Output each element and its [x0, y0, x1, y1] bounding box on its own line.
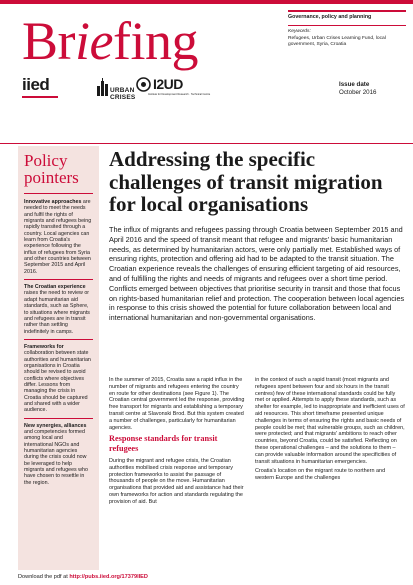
download-footer — [18, 573, 148, 581]
pointer-text: and competencies formed among local and international NGOs and humanitarian agencies during the crisis could now be leveraged to help migrants and refugees who have chosen to resettle in the region. — [24, 429, 88, 486]
publication-meta — [288, 10, 406, 48]
issue-date-label: Issue date — [339, 81, 370, 88]
iied-logo: iied — [22, 75, 50, 94]
body-column-left — [109, 377, 245, 509]
meta-divider — [288, 25, 406, 26]
policy-pointers-sidebar — [18, 146, 99, 570]
policy-pointers-title: Policy pointers — [24, 152, 93, 194]
body-paragraph: In the summer of 2015, Croatia saw a rapid influx in the number of migrants and refugees entering the country en route for other destinations (see Figure 1). The Croatian central government led the response, providing free transport for migrants and establishing a temporary transit centre at Slavonski Brod. But this system created a number of challenges, particularly for humanitarian agencies. — [109, 377, 245, 431]
article-headline: Addressing the specific challenges of transit migration for local organisations — [109, 147, 383, 216]
article-standfirst: The influx of migrants and refugees passing through Croatia between September 2015 and April 2016 and the speed of transit meant that refugee and migrants' basic humanitarian needs, as determined by humanitarian actors, were only partially met. Established ways of ensuring rights, protection and offering aid had to be adapted to the transit situation. The Croatian experience reveals the challenges of ensuring efficient targeting of aid resources, and of fulfilling the rights and needs of migrants and refugees over a short time period. Conflicts emerged between objectives that prioritise security in transit and those that focus on rights-based humanitarian relief and protection. The cooperation between local agencies in response to this crisis showed the potential for future collaboration between local and international humanitarian and non-governmental organisations. — [109, 225, 405, 323]
issue-date — [339, 81, 407, 97]
urban-crises-logo — [96, 78, 136, 104]
i2ud-emblem-icon — [136, 77, 151, 92]
urban-crises-wordmark — [110, 87, 135, 101]
urban-crises-word-2: CRISES — [110, 94, 136, 101]
meta-top-rule — [288, 10, 406, 12]
iied-logo-underline — [22, 96, 58, 98]
pointer-text: collaboration between state authorities and humanitarian organisations in Croatia should be revised to avoid conflicts where objectives differ. Lessons from managing the crisis in Croatia should be captured and shared with a wider audience. — [24, 350, 91, 414]
download-link[interactable]: http://pubs.iied.org/17379IIED — [69, 574, 148, 580]
pointer-lead: New synergies, alliances — [24, 422, 87, 429]
section-heading: Response standards for transit refugees — [109, 434, 218, 454]
policy-pointer — [24, 284, 93, 340]
policy-pointer — [24, 199, 93, 280]
pointer-lead: Innovative approaches — [24, 199, 82, 205]
issue-date-value: October 2016 — [339, 89, 377, 96]
i2ud-wordmark: I2UD — [153, 76, 183, 92]
body-column-right — [255, 377, 405, 485]
urban-crises-word-1: URBAN — [110, 87, 135, 94]
header-divider — [0, 143, 413, 144]
urban-crises-emblem-icon — [96, 78, 110, 96]
theme-label: Governance, policy and planning — [288, 14, 372, 20]
policy-pointer — [24, 344, 93, 419]
body-paragraph: During the migrant and refugee crisis, the Croatian authorities mobilised crisis response and temporary protection frameworks to assist the passage of thousands of people on the move. Humanitarian organisations that provided aid and assistance had their own frameworks for action and standards regulating the provision of aid. But — [109, 457, 244, 505]
masthead-part-2: ie — [75, 11, 113, 71]
pointer-lead: The Croatian experience — [24, 284, 86, 291]
i2ud-tagline: Institute for Development Research · Technical Centre — [148, 93, 211, 96]
policy-pointer — [24, 423, 93, 490]
keywords-label: Keywords: — [288, 29, 311, 34]
footer-prefix: Download the pdf at — [18, 574, 70, 580]
body-paragraph: Croatia's location on the migrant route to northern and western Europe and the challenges — [255, 468, 386, 482]
partner-logos — [22, 75, 211, 102]
pointer-text: are needed to meet the needs and fulfil the rights of migrants and refugees being rapidly transited through a country. Local agencies can learn from Croatia's experience following the influx of refugees from Syria and other countries between September 2015 and April 2016. — [24, 199, 92, 275]
top-accent-rule — [0, 0, 413, 4]
masthead-part-3: fing — [112, 11, 198, 71]
briefing-masthead — [22, 10, 198, 72]
body-paragraph: in the context of such a rapid transit (most migrants and refugees spent between four and six hours in the transit centres) few of these international standards could be fully met or applied. Attempts to apply these standards, such as shelter for example, led to inappropriate and inefficient uses of aid resources. This short timeframe presented unique challenges in terms of ensuring the rights and basic needs of people could be met; that vulnerable groups, such as children, were protected; and that migrants' ambitions to reach other countries, beyond Croatia, could be satisfied. Reflecting on these operational challenges – and the solutions to them – can provide valuable information around the specificities of transit situations in humanitarian emergencies. — [255, 377, 405, 465]
masthead-part-1: Br — [22, 11, 75, 71]
i2ud-logo — [136, 76, 211, 100]
pointer-text: raises the need to review or adapt humanitarian aid standards, such as Sphere, to situations where migrants and refugees are in transit rather than settling indefinitely in camps. — [24, 290, 90, 335]
pointer-lead: Frameworks for — [24, 343, 64, 350]
keywords-value: Refugees, Urban Crises Learning Fund, local government, Syria, Croatia — [288, 35, 386, 47]
